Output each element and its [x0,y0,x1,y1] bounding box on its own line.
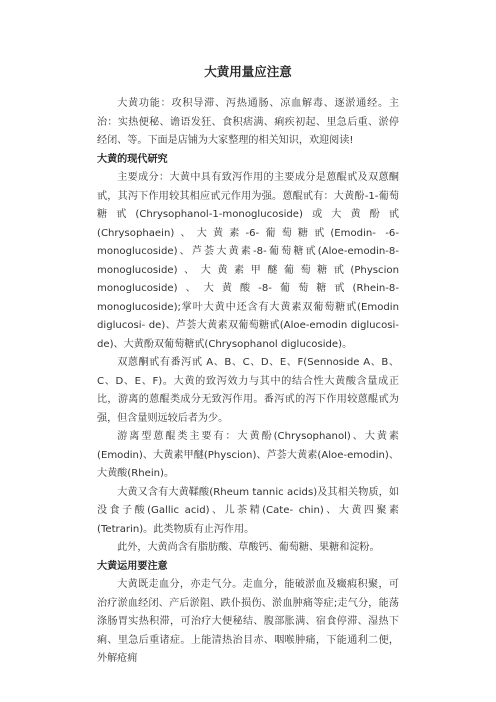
paragraph-usage: 大黄既走血分，亦走气分。走血分，能破淤血及癥瘕积聚，可治疗淤血经闭、产后淤阻、跌仆损伤、淤血肿痛等症;走气分，能荡涤肠胃实热积滞，可治疗大便秘结、腹部胀满、宿食停滞、湿热下痢、里急后重诸症。上能清热治目赤、咽喉肿痛，下能通利二便，外解疮痈 [97,579,399,664]
paragraph-free-anthraquinones: 游离型蒽醌类主要有：大黄酚(Chrysophanol)、大黄素(Emodin)、大黄素甲醚(Physcion)、芦荟大黄素(Aloe-emodin)、大黄酸(Rhein)。 [97,431,399,479]
paragraph-main-components: 主要成分：大黄中具有致泻作用的主要成分是蒽醌甙及双蒽酮甙，其泻下作用较其相应甙元作用为强。蒽醌甙有：大黄酚-1-葡萄糖甙(Chrysophanol-1-monoglucoside)或大黄酚甙(Chrysophaein)、大黄素-6-葡萄糖甙(Emodin- -6-monoglucoside)、芦荟大黄素-8-葡萄糖甙(Aloe-emodin-8-monoglucoside)、大黄素甲醚葡萄糖甙(Physcion monoglucoside)、大黄酸-8-葡萄糖甙(Rhein-8-monoglucoside);掌叶大黄中还含有大黄素双葡萄糖甙(Emodin diglucosi- de)、芦荟大黄素双葡萄糖甙(Aloe-emodin diglucosi- de)、大黄酚双葡萄糖甙(Chrysophanol diglucoside)。 [97,172,399,350]
paragraph-other-constituents: 此外，大黄尚含有脂肪酸、草酸钙、葡萄糖、果糖和淀粉。 [117,542,380,553]
intro-paragraph: 大黄功能：攻积导滞、泻热通肠、凉血解毒、逐淤通经。主治：实热便秘、谵语发狂、食积痞满、痢疾初起、里急后重、淤停经闭、等。下面是店铺为大家整理的相关知识，欢迎阅读! [97,98,399,146]
section-heading-usage-notes: 大黄运用要注意 [97,560,168,572]
document-title: 大黄用量应注意 [204,64,292,79]
paragraph-tannic-acids: 大黄又含有大黄鞣酸(Rheum tannic acids)及其相关物质，如没食子酸(Gallic acid)、儿茶精(Cate- chin)、大黄四聚素(Tetrarin)。此类物质有止泻作用。 [97,486,399,535]
paragraph-sennosides: 双蒽酮甙有番泻甙 A、B、C、D、E、F(Sennoside A、B、C、D、E、F)。大黄的致泻效力与其中的结合性大黄酸含量成正比，游离的蒽醌类成分无致泻作用。番泻甙的泻下作用较蒽醌甙为强，但含量则远较后者为少。 [97,357,399,424]
document-body [97,95,399,669]
section-heading-modern-research: 大黄的现代研究 [97,153,168,165]
